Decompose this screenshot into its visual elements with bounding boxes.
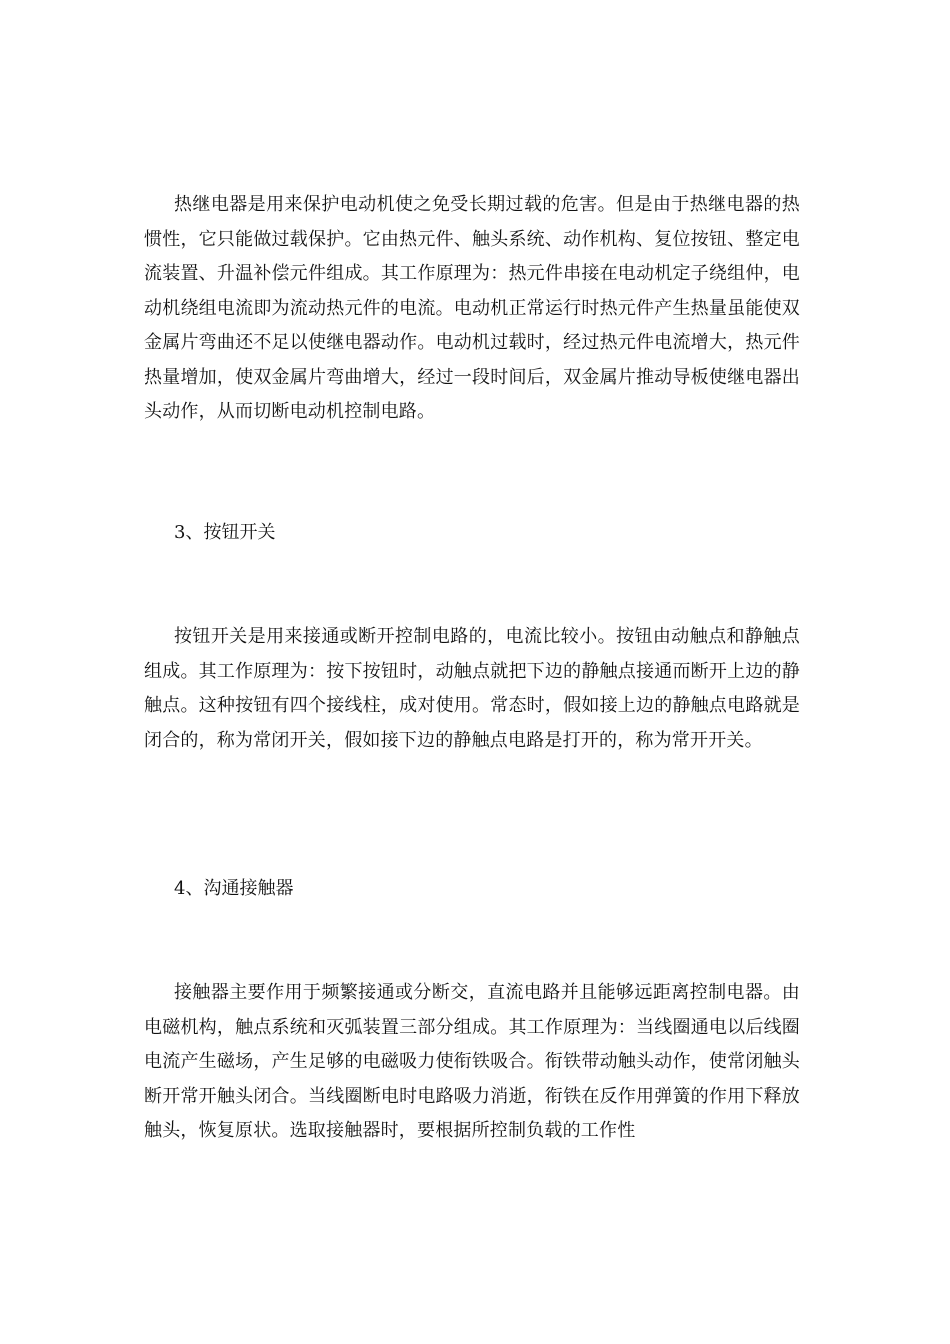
heading-button-switch: 3、按钮开关 [174, 522, 276, 543]
paragraph-thermal-relay: 热继电器是用来保护电动机使之免受长期过载的危害。但是由于热继电器的热惯性，它只能做过载保护。它由热元件、触头系统、动作机构、复位按钮、整定电流装置、升温补偿元件组成。其工作原理为：热元件串接在电动机定子绕组仲，电动机绕组电流即为流动热元件的电流。电动机正常运行时热元件产生热量虽能使双金属片弯曲还不足以使继电器动作。电动机过载时，经过热元件电流增大，热元件热量增加，使双金属片弯曲增大，经过一段时间后，双金属片推动导板使继电器出头动作，从而切断电动机控制电路。 [144, 194, 800, 422]
paragraph-button-switch: 按钮开关是用来接通或断开控制电路的，电流比较小。按钮由动触点和静触点组成。其工作原理为：按下按钮时，动触点就把下边的静触点接通而断开上边的静触点。这种按钮有四个接线柱，成对使用。常态时，假如接上边的静触点电路就是闭合的，称为常闭开关，假如接下边的静触点电路是打开的，称为常开开关。 [144, 626, 800, 751]
paragraph-ac-contactor: 接触器主要作用于频繁接通或分断交，直流电路并且能够远距离控制电器。由电磁机构，触点系统和灭弧装置三部分组成。其工作原理为：当线圈通电以后线圈电流产生磁场，产生足够的电磁吸力使衔铁吸合。衔铁带动触头动作，使常闭触头断开常开触头闭合。当线圈断电时电路吸力消逝，衔铁在反作用弹簧的作用下释放触头，恢复原状。选取接触器时，要根据所控制负载的工作性 [144, 982, 800, 1141]
heading-ac-contactor: 4、沟通接触器 [174, 878, 294, 899]
